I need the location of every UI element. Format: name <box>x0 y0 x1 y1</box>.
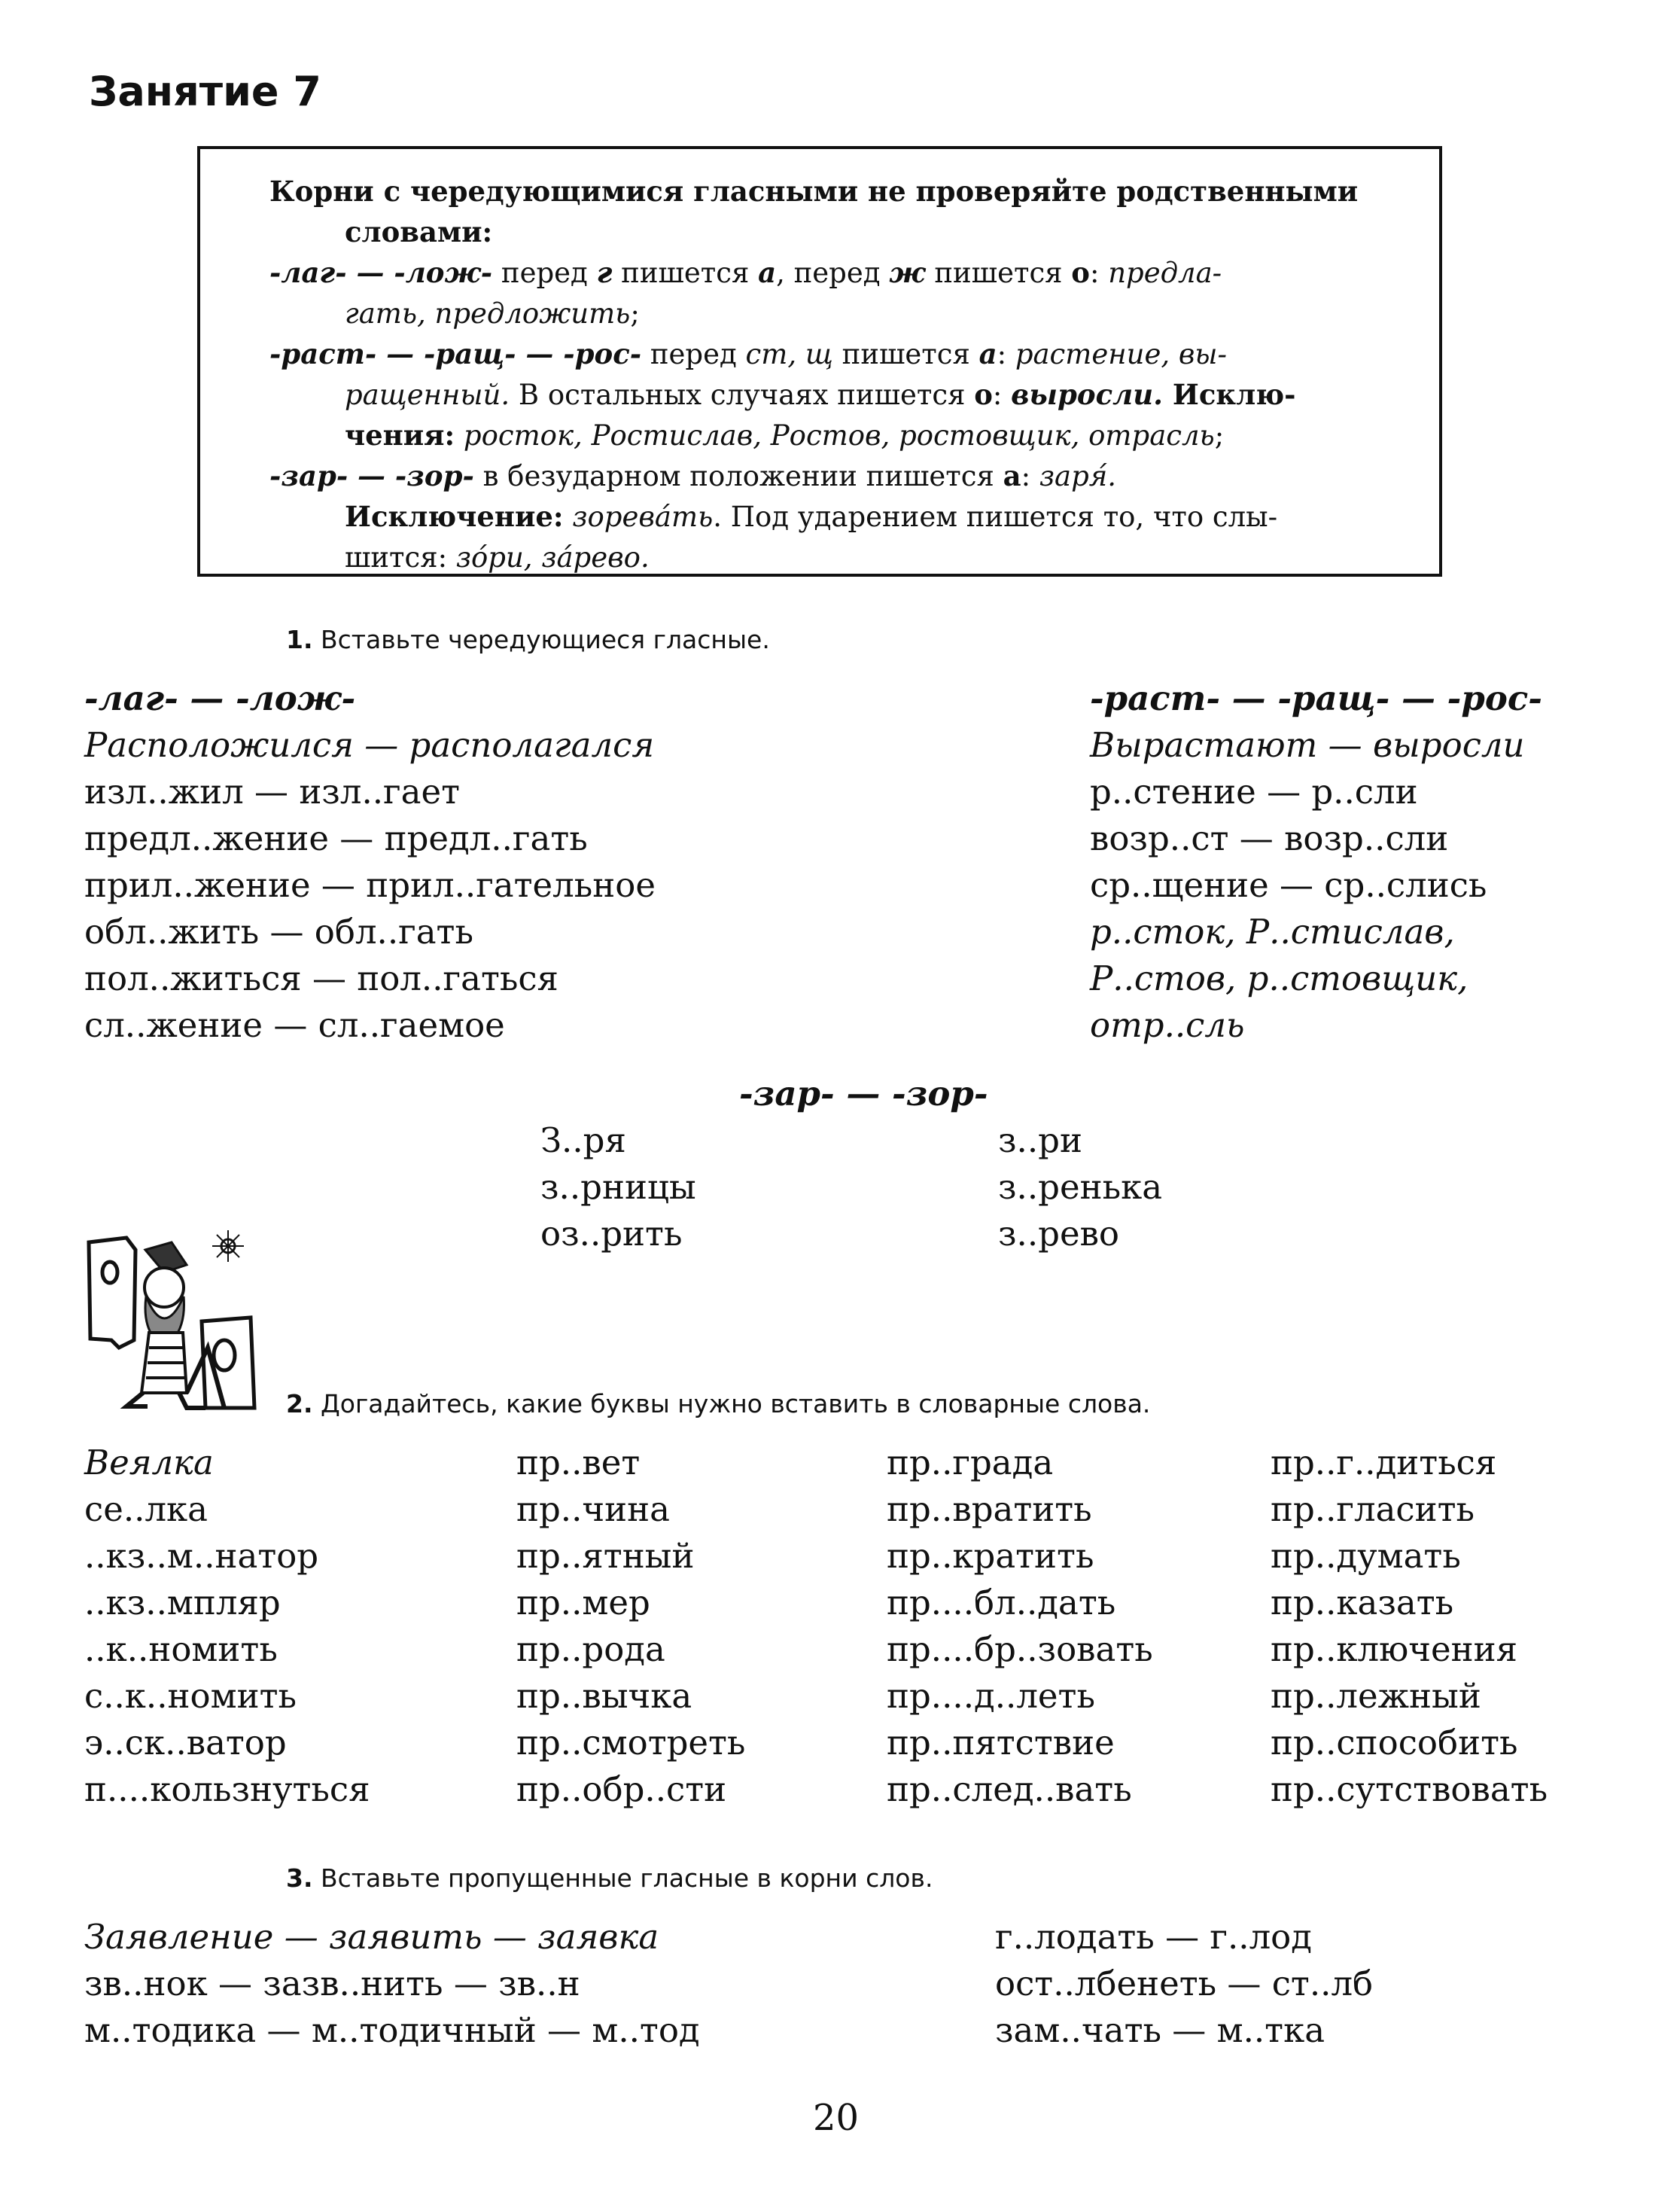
task3-heading: 3. Вставьте пропущенные гласные в корни слов. <box>286 1863 933 1893</box>
rule-line: гать, предложить; <box>345 297 640 330</box>
rule-line: Исключение: зорева́ть. Под ударением пишется то, что слы- <box>345 500 1278 533</box>
zar-left-word: з..рницы <box>540 1167 696 1207</box>
task1-left-line: прил..жение — прил..гательное <box>84 865 656 905</box>
dictionary-word: пр..смотреть <box>516 1723 746 1763</box>
dictionary-word: се..лка <box>84 1489 208 1529</box>
dictionary-word: пр..рода <box>516 1629 665 1669</box>
task1-right-italic-line: отр..сль <box>1090 1005 1245 1045</box>
zar-right-word: з..рево <box>998 1214 1120 1254</box>
dictionary-word: пр..лежный <box>1271 1676 1481 1716</box>
lesson-title: Занятие 7 <box>89 68 321 115</box>
task1-left-head: -лаг- — -лож- <box>84 678 356 718</box>
task1-right-italic-line: р..сток, Р..стислав, <box>1090 912 1455 952</box>
task1-left-line: обл..жить — обл..гать <box>84 912 473 952</box>
dictionary-word: пр..ятный <box>516 1536 695 1576</box>
dictionary-word: пр..чина <box>516 1489 670 1529</box>
task3-right-line: г..лодать — г..лод <box>995 1917 1312 1957</box>
dictionary-word: пр..кратить <box>887 1536 1094 1576</box>
dictionary-word: с..к..номить <box>84 1676 297 1716</box>
rule-line: -лаг- — -лож- перед г пишется а, перед ж пишется о: предла- <box>269 256 1222 289</box>
dictionary-word: пр....бл..дать <box>887 1583 1116 1622</box>
rule-box <box>197 146 1442 577</box>
zar-left-word: оз..рить <box>540 1214 683 1254</box>
dictionary-word: пр..думать <box>1271 1536 1461 1576</box>
task3-left-line: м..тодика — м..тодичный — м..тод <box>84 2010 700 2050</box>
zar-left-word: З..ря <box>540 1120 626 1160</box>
rule-line: шится: зо́ри, за́рево. <box>345 541 650 574</box>
dictionary-word: пр..града <box>887 1443 1054 1482</box>
dictionary-word: пр..сутствовать <box>1271 1769 1548 1809</box>
dictionary-word: пр..способить <box>1271 1723 1518 1763</box>
dictionary-word: пр..г..диться <box>1271 1443 1497 1482</box>
task1-left-line: сл..жение — сл..гаемое <box>84 1005 505 1045</box>
rule-line: -зар- — -зор- в безударном положении пишется а: заря́. <box>269 459 1117 492</box>
dictionary-word: пр..вет <box>516 1443 641 1482</box>
zar-zor-head: -зар- — -зор- <box>739 1074 988 1114</box>
task1-right-line: ср..щение — ср..слись <box>1090 865 1487 905</box>
dictionary-word: пр..мер <box>516 1583 650 1622</box>
task2-heading: 2. Догадайтесь, какие буквы нужно вставить в словарные слова. <box>286 1389 1151 1418</box>
dictionary-word: Веялка <box>84 1443 214 1482</box>
dictionary-word: пр..вычка <box>516 1676 692 1716</box>
gnome-with-letters-illustration <box>74 1227 269 1415</box>
dictionary-word: пр..вратить <box>887 1489 1092 1529</box>
dictionary-word: пр..ключения <box>1271 1629 1518 1669</box>
dictionary-word: ..к..номить <box>84 1629 278 1669</box>
task1-right-line: р..стение — р..сли <box>1090 772 1418 812</box>
task1-right-line: возр..ст — возр..сли <box>1090 818 1449 858</box>
zar-right-word: з..ри <box>998 1120 1082 1160</box>
page-number: 20 <box>813 2097 860 2139</box>
task1-heading: 1. Вставьте чередующиеся гласные. <box>286 625 770 654</box>
dictionary-word: пр..казать <box>1271 1583 1454 1622</box>
dictionary-word: ..кз..мпляр <box>84 1583 281 1622</box>
task1-right-italic-line: Р..стов, р..стовщик, <box>1090 958 1468 998</box>
rule-line: чения: росток, Ростислав, Ростов, ростовщик, отрасль; <box>345 419 1225 452</box>
rule-line: Корни с чередующимися гласными не проверяйте родственными <box>269 175 1359 208</box>
task1-left-line: пол..житься — пол..гаться <box>84 958 558 998</box>
dictionary-word: пр..обр..сти <box>516 1769 727 1809</box>
dictionary-word: ..кз..м..натор <box>84 1536 319 1576</box>
dictionary-word: пр..гласить <box>1271 1489 1475 1529</box>
dictionary-word: пр....бр..зовать <box>887 1629 1153 1669</box>
task3-left-line: Заявление — заявить — заявка <box>84 1917 659 1957</box>
rule-line: ращенный. В остальных случаях пишется о: выросли. Исклю- <box>345 378 1296 411</box>
task1-left-line: изл..жил — изл..гает <box>84 772 460 812</box>
zar-right-word: з..ренька <box>998 1167 1163 1207</box>
task1-left-example: Расположился — располагался <box>84 725 655 765</box>
task1-left-line: предл..жение — предл..гать <box>84 818 588 858</box>
task1-right-head: -раст- — -ращ- — -рос- <box>1090 678 1542 718</box>
task1-right-example: Вырастают — выросли <box>1090 725 1525 765</box>
dictionary-word: э..ск..ватор <box>84 1723 287 1763</box>
rule-line: -раст- — -ращ- — -рос- перед ст, щ пишется а: растение, вы- <box>269 337 1228 370</box>
task3-right-line: ост..лбенеть — ст..лб <box>995 1964 1374 2003</box>
dictionary-word: пр....д..леть <box>887 1676 1095 1716</box>
task3-right-line: зам..чать — м..тка <box>995 2010 1325 2050</box>
dictionary-word: п....кользнуться <box>84 1769 370 1809</box>
task3-left-line: зв..нок — зазв..нить — зв..н <box>84 1964 580 2003</box>
dictionary-word: пр..след..вать <box>887 1769 1132 1809</box>
rule-line: словами: <box>345 215 493 248</box>
dictionary-word: пр..пятствие <box>887 1723 1115 1763</box>
